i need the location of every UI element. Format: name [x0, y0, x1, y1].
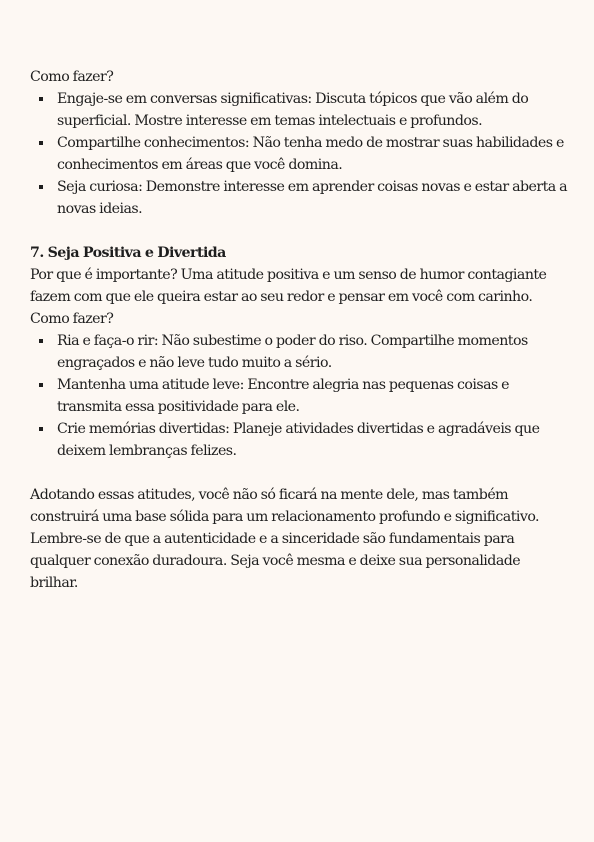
tips-list: [30, 330, 570, 462]
tips-list: [30, 88, 570, 220]
list-item: Mantenha uma atitude leve: Encontre alegria nas pequenas coisas e transmita essa positividade para ele.: [30, 374, 570, 418]
paragraph-spacer: [30, 462, 570, 484]
list-item: Engaje-se em conversas significativas: Discuta tópicos que vão além do superficial. Mostre interesse em temas intelectuais e profundos.: [30, 88, 570, 132]
list-item: Ria e faça-o rir: Não subestime o poder do riso. Compartilhe momentos engraçados e não leve tudo muito a sério.: [30, 330, 570, 374]
section-heading: 7. Seja Positiva e Divertida: [30, 245, 226, 261]
conclusion-paragraph: Adotando essas atitudes, você não só ficará na mente dele, mas também construirá uma base sólida para um relacionamento profundo e significativo. Lembre-se de que a autenticidade e a sinceridade são fundamentais para qualquer conexão duradoura. Seja você mesma e deixe sua personalidade brilhar.: [30, 487, 540, 591]
paragraph-spacer: [30, 220, 570, 242]
list-item: Compartilhe conhecimentos: Não tenha medo de mostrar suas habilidades e conhecimentos em áreas que você domina.: [30, 132, 570, 176]
how-label: Como fazer?: [30, 311, 114, 327]
why-paragraph: Por que é importante? Uma atitude positiva e um senso de humor contagiante fazem com que ele queira estar ao seu redor e pensar em você com carinho.: [30, 267, 547, 305]
list-item: Crie memórias divertidas: Planeje atividades divertidas e agradáveis que deixem lembranças felizes.: [30, 418, 570, 462]
list-item: Seja curiosa: Demonstre interesse em aprender coisas novas e estar aberta a novas ideias.: [30, 176, 570, 220]
document-body: [30, 66, 570, 594]
how-label: Como fazer?: [30, 69, 114, 85]
